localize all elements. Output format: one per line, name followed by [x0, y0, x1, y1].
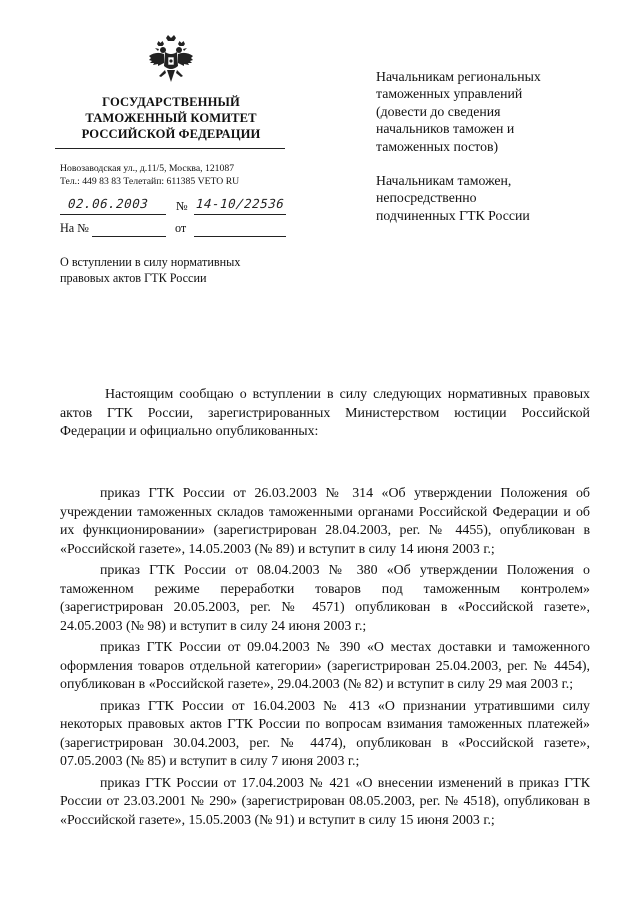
- number-underline: [194, 214, 286, 215]
- recipient-block: [376, 68, 541, 155]
- recipient-line: начальников таможен и: [376, 121, 515, 137]
- reply-number-blank: [92, 236, 166, 237]
- orders-list: [60, 485, 590, 833]
- intro-paragraph: Настоящим сообщаю о вступлении в силу следующих нормативных правовых актов ГТК России, зарегистрированных Министерством юстиции Российской Федерации и официально опубликованных:: [60, 387, 590, 439]
- date-underline: [60, 214, 166, 215]
- reply-from-label: от: [175, 221, 187, 235]
- recipient-line: Начальникам таможен,: [376, 173, 512, 189]
- order-item: приказ ГТК России от 26.03.2003 № 314 «Об утверждении Положения об учреждении таможенных складов таможенными органами Российской Федерации и об их функционировании» (зарегистрирован 28.04.2003, рег. № 4455), опубликован в «Российской газете», 14.05.2003 (№ 89) и вступит в силу 14 июня 2003 г.;: [60, 486, 590, 557]
- recipient-line: Начальникам региональных: [376, 69, 541, 84]
- organization-name-line: РОССИЙСКОЙ ФЕДЕРАЦИИ: [81, 127, 261, 141]
- organization-name-line: ТАМОЖЕННЫЙ КОМИТЕТ: [85, 111, 257, 125]
- subject: [60, 254, 240, 286]
- organization-name: [60, 94, 282, 142]
- outgoing-number-label: №: [176, 199, 188, 213]
- order-item: приказ ГТК России от 16.04.2003 № 413 «О признании утратившими силу некоторых правовых актов ГТК России по вопросам взимания таможенных платежей» (зарегистрирован 30.04.2003, рег. № 4474), опубликован в «Российской газете», 07.05.2003 (№ 85) и вступит в силу 7 июня 2003 г.;: [60, 698, 590, 769]
- reply-date-blank: [194, 236, 286, 237]
- recipients: [376, 68, 541, 224]
- recipient-line: таможенных управлений: [376, 86, 523, 102]
- address-block: [60, 162, 239, 188]
- outgoing-number: 14-10/22536: [194, 196, 287, 211]
- order-item: приказ ГТК России от 09.04.2003 № 390 «О местах доставки и таможенного оформления товаров отдельной категории» (зарегистрирован 25.04.2003, рег. № 4454), опубликован в «Российской газете», 29.04.2003 (№ 82) и вступит в силу 29 мая 2003 г.;: [60, 640, 590, 692]
- recipient-line: (довести до сведения: [376, 103, 501, 119]
- order-item: приказ ГТК России от 08.04.2003 № 380 «Об утверждении Положения о таможенном режиме переработки товаров под таможенным контролем» (зарегистрирован 20.05.2003, рег. № 4571) опубликован в «Российской газете», 24.05.2003 (№ 98) и вступит в силу 24 июня 2003 г.;: [60, 563, 590, 634]
- recipient-line: таможенных постов): [376, 138, 499, 154]
- recipient-line: непосредственно: [376, 190, 477, 206]
- address-line: Новозаводская ул., д.11/5, Москва, 121087: [60, 163, 235, 174]
- order-item: приказ ГТК России от 17.04.2003 № 421 «О внесении изменений в приказ ГТК России от 23.03.2001 № 290» (зарегистрирован 08.05.2003, рег. № 4518), опубликован в «Российской газете», 15.05.2003 (№ 91) и вступит в силу 15 июня 2003 г.;: [60, 775, 590, 828]
- recipient-block: [376, 172, 541, 224]
- organization-name-line: ГОСУДАРСТВЕННЫЙ: [102, 95, 240, 109]
- subject-line: О вступлении в силу нормативных: [60, 255, 241, 269]
- recipient-line: подчиненных ГТК России: [376, 207, 530, 223]
- outgoing-date: 02.06.2003: [66, 196, 151, 211]
- phones-line: Тел.: 449 83 83 Телетайп: 611385 VETO RU: [60, 176, 240, 187]
- reply-to-label: На №: [60, 221, 89, 235]
- subject-line: правовых актов ГТК России: [60, 271, 207, 285]
- state-emblem-icon: [148, 34, 194, 86]
- header-divider: [55, 148, 285, 149]
